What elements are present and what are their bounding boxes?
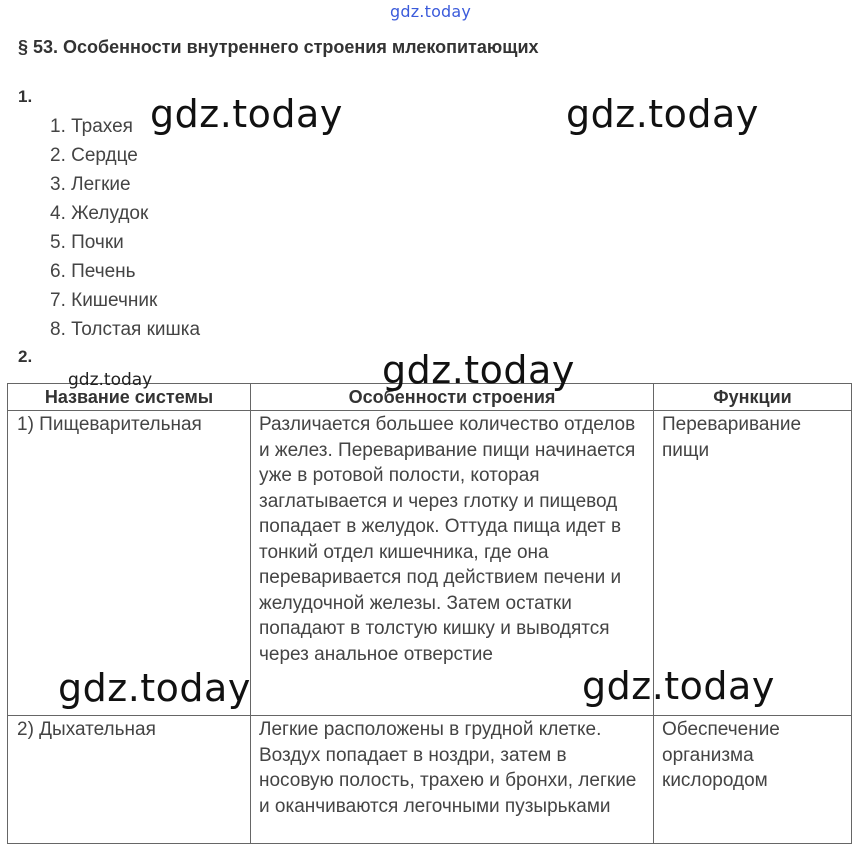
watermark: gdz.today [582,664,775,708]
function-cell: Обеспечение организма кислородом [654,716,852,844]
system-name-cell: 2) Дыхательная [8,716,251,844]
section-1-number: 1. [18,87,33,106]
section-2-number: 2. [18,347,33,366]
list-item: 6. Печень [50,261,136,282]
list-item: 7. Кишечник [50,290,158,311]
watermark: gdz.today [566,92,759,136]
watermark-top: gdz.today [390,2,472,21]
page-title: § 53. Особенности внутреннего строения млекопитающих [18,37,539,57]
list-item: 5. Почки [50,232,124,253]
organ-list [50,112,200,344]
system-name-cell: 1) Пищеварительная [8,411,251,716]
header-functions: Функции [654,384,852,411]
systems-table [7,383,852,844]
header-structure-features: Особенности строения [251,384,654,411]
list-item: 4. Желудок [50,203,149,224]
list-item: 2. Сердце [50,145,138,166]
watermark: gdz.today [58,666,251,710]
watermark-small: gdz.today [68,370,153,390]
function-cell: Переваривание пищи [654,411,852,716]
list-item: 1. Трахея [50,116,133,137]
list-item: 3. Легкие [50,174,131,195]
table-row [8,716,852,844]
list-item: 8. Толстая кишка [50,319,201,340]
structure-features-cell: Различается большее количество отделов и желез. Переваривание пищи начинается уже в ротовой полости, которая заглатывается и через глотку и пищевод попадает в желудок. Оттуда пища идет в тонкий отдел кишечника, где она переваривается под действием печени и желудочной железы. Затем остатки попадают в толстую кишку и выводятся через анальное отверстие [251,411,654,716]
watermark: gdz.today [382,348,575,392]
header-system-name: Название системы [8,384,251,411]
watermark: gdz.today [150,92,343,136]
structure-features-cell: Легкие расположены в грудной клетке. Воздух попадает в ноздри, затем в носовую полость, трахею и бронхи, легкие и оканчиваются легочными пузырьками [251,716,654,844]
